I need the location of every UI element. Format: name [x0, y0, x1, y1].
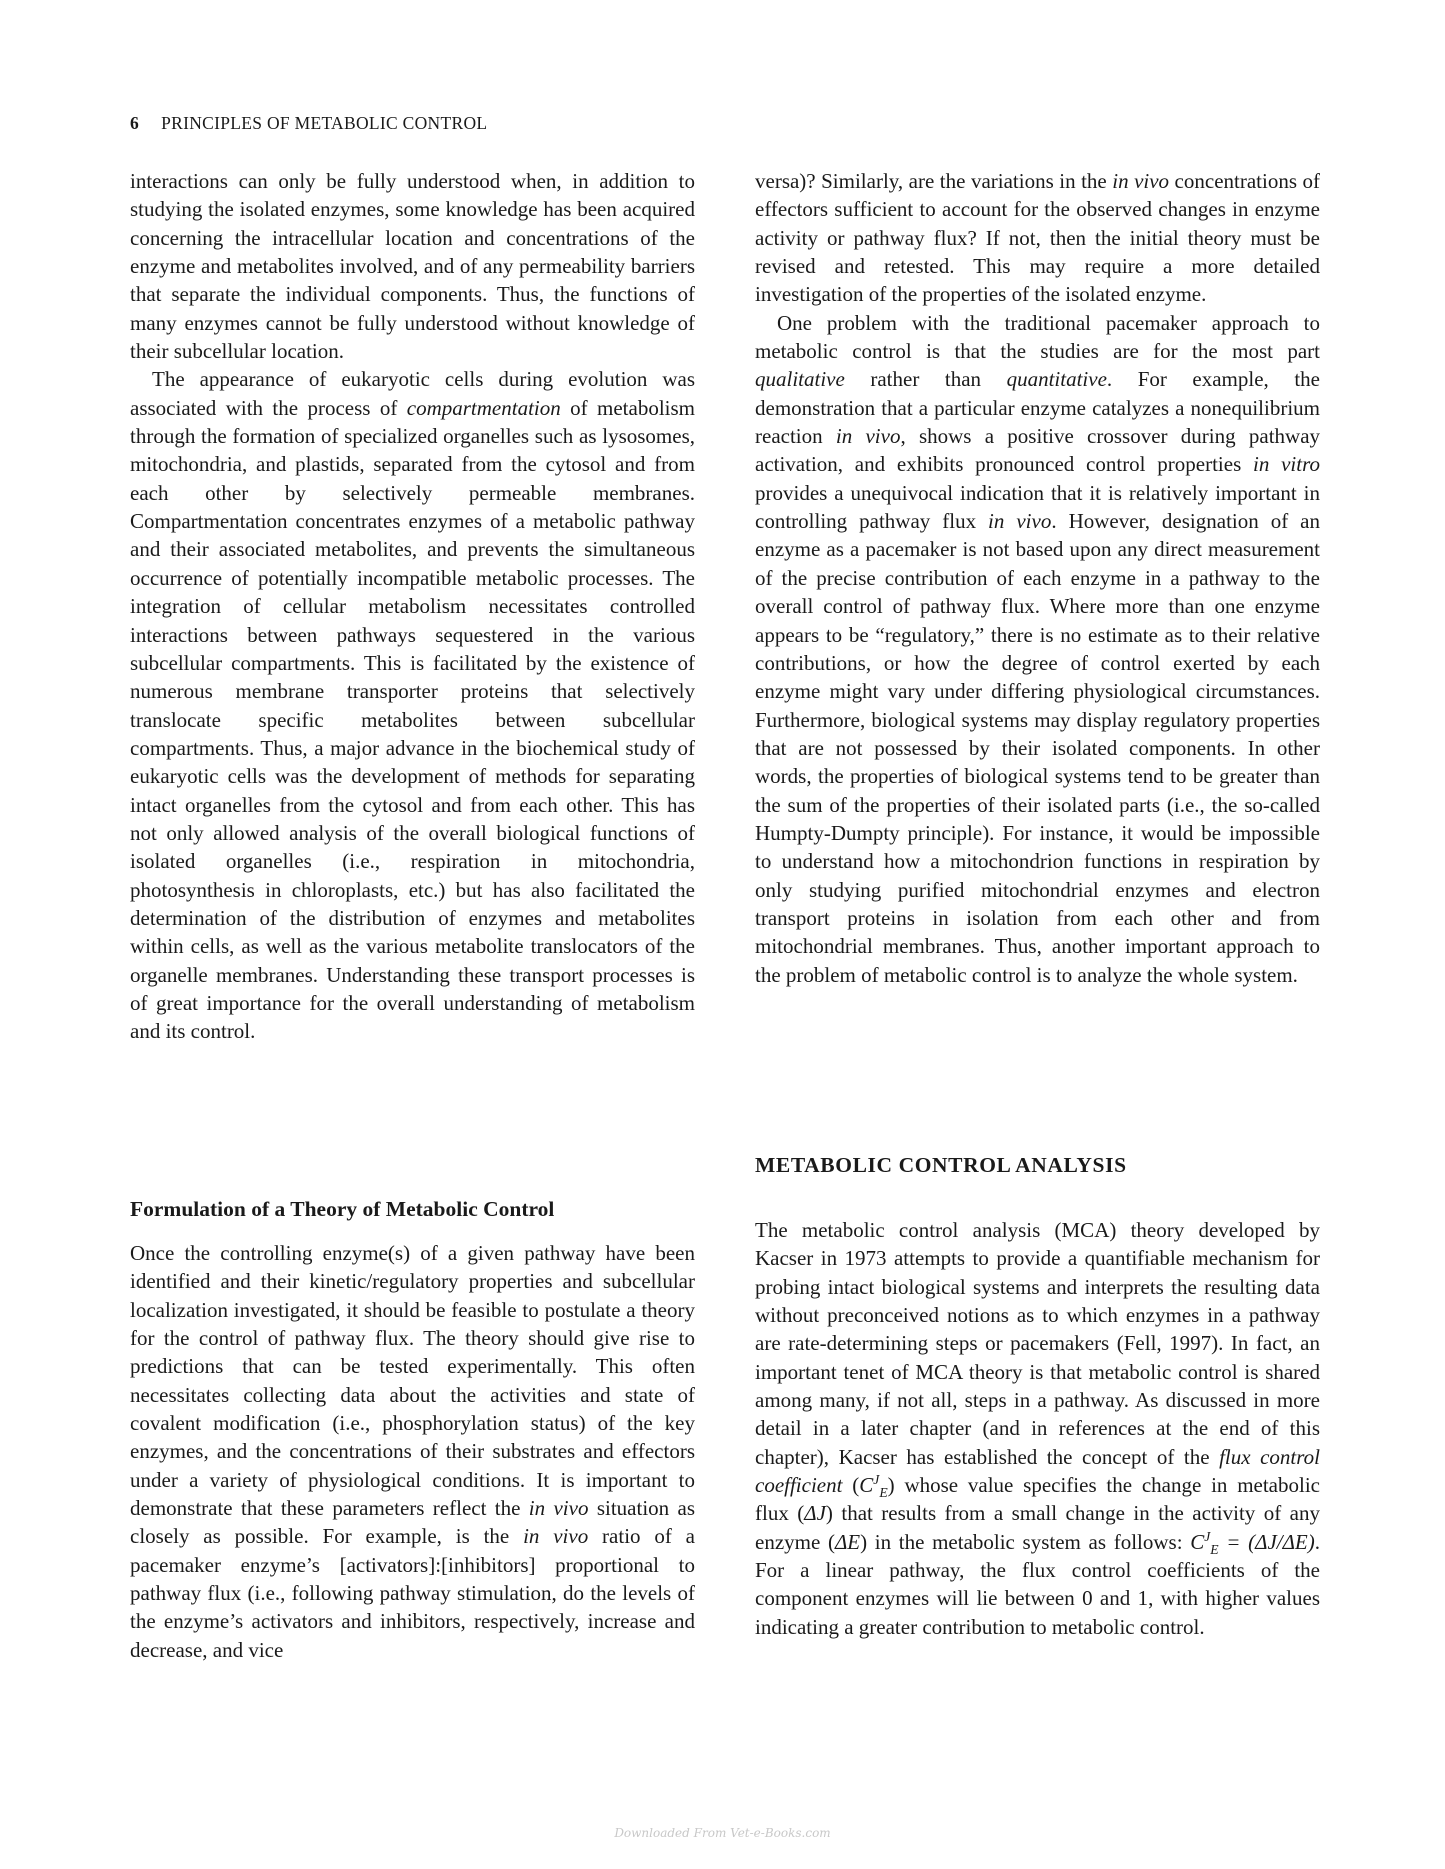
running-head — [130, 113, 487, 134]
running-title: PRINCIPLES OF METABOLIC CONTROL — [161, 113, 488, 133]
paragraph: The metabolic control analysis (MCA) theory developed by Kacser in 1973 attempts to provide a quantifiable mechanism for probing intact biological systems and interprets the resulting data without preconceived notions as to which enzymes in a pathway are rate-determining steps or pacemakers (Fell, 1997). In fact, an important tenet of MCA theory is that metabolic control is shared among many, if not all, steps in a pathway. As discussed in more detail in a later chapter (and in references at the end of this chapter), Kacser has established the concept of the flux control coefficient $(C^J_E)$ whose value specifies the change in metabolic flux (ΔJ) that results from a small change in the activity of any enzyme (ΔE) in the metabolic system as follows: $C^J_E = (\Delta J/\Delta E)$. For a linear pathway, the flux control coefficients of the component enzymes will lie between 0 and 1, with higher values indicating a greater contribution to metabolic control. — [755, 1218, 1320, 1639]
paragraph: interactions can only be fully understood when, in addition to studying the isolated enzymes, some knowledge has been acquired concerning the intracellular location and concentrations of the enzyme and metabolites involved, and of any permeability barriers that separate the individual components. Thus, the functions of many enzymes cannot be fully understood without knowledge of their subcellular location. — [130, 169, 695, 364]
paragraph: versa)? Similarly, are the variations in the in vivo concentrations of effectors sufficient to account for the observed changes in enzyme activity or pathway flux? If not, then the initial theory must be revised and retested. This may require a more detailed investigation of the properties of the isolated enzyme. — [755, 169, 1321, 307]
section-heading-formulation: Formulation of a Theory of Metabolic Control — [130, 1197, 555, 1221]
left-column-bottom — [130, 1239, 695, 1664]
right-column-top — [755, 167, 1320, 989]
paragraph: One problem with the traditional pacemaker approach to metabolic control is that the studies are for the most part qualitative rather than quantitative. For example, the demonstration that a particular enzyme catalyzes a nonequilibrium reaction in vivo, shows a positive crossover during pathway activation, and exhibits pronounced control properties in vitro provides a unequivocal indication that it is relatively important in controlling pathway flux in vivo. However, designation of an enzyme as a pacemaker is not based upon any direct measurement of the precise contribution of each enzyme in a pathway to the overall control of pathway flux. Where more than one enzyme appears to be “regulatory,” there is no estimate as to their relative contributions, or how the degree of control exerted by each enzyme might vary under differing physiological circumstances. Furthermore, biological systems may display regulatory properties that are not possessed by their isolated components. In other words, the properties of biological systems tend to be greater than the sum of the properties of their isolated parts (i.e., the so-called Humpty-Dumpty principle). For instance, it would be impossible to understand how a mitochondrion functions in respiration by only studying purified mitochondrial enzymes and electron transport proteins in isolation from each other and from mitochondrial membranes. Thus, another important approach to the problem of metabolic control is to analyze the whole system. — [755, 310, 1321, 987]
left-column-top — [130, 167, 695, 1046]
watermark: Downloaded From Vet-e-Books.com — [614, 1826, 831, 1840]
right-column-bottom — [755, 1216, 1320, 1641]
page-number: 6 — [130, 113, 140, 133]
paragraph: Once the controlling enzyme(s) of a given pathway have been identified and their kinetic/regulatory properties and subcellular localization investigated, it should be feasible to postulate a theory for the control of pathway flux. The theory should give rise to predictions that can be tested experimentally. This often necessitates collecting data about the activities and state of covalent modification (i.e., phosphorylation status) of the key enzymes, and the concentrations of their substrates and effectors under a variety of physiological conditions. It is important to demonstrate that these parameters reflect the in vivo situation as closely as possible. For example, is the in vivo ratio of a pacemaker enzyme’s [activators]:[inhibitors] proportional to pathway flux (i.e., following pathway stimulation, do the levels of the enzyme’s activators and inhibitors, respectively, increase and decrease, and vice — [130, 1241, 696, 1662]
flux-control-coefficient: $C^J_E$ — [859, 1472, 888, 1501]
section-heading-mca: METABOLIC CONTROL ANALYSIS — [755, 1153, 1127, 1177]
paragraph: The appearance of eukaryotic cells during evolution was associated with the process of compartmentation of metabolism through the formation of specialized organelles such as lysosomes, mitochondria, and plastids, separated from the cytosol and from each other by selectively permeable membranes. Compartmentation concentrates enzymes of a metabolic pathway and their associated metabolites, and prevents the simultaneous occurrence of potentially incompatible metabolic processes. The integration of cellular metabolism necessitates controlled interactions between pathways sequestered in the various subcellular compartments. This is facilitated by the existence of numerous membrane transporter proteins that selectively translocate specific metabolites between subcellular compartments. Thus, a major advance in the biochemical study of eukaryotic cells was the development of methods for separating intact organelles from the cytosol and from each other. This has not only allowed analysis of the overall biological functions of isolated organelles (i.e., respiration in mitochondria, photosynthesis in chloroplasts, etc.) but has also facilitated the determination of the distribution of enzymes and metabolites within cells, as well as the various metabolite translocators of the organelle membranes. Understanding these transport processes is of great importance for the overall understanding of metabolism and its control. — [130, 367, 696, 1044]
formula: $C^J_E = (\Delta J/\Delta E)$ — [1190, 1528, 1315, 1557]
